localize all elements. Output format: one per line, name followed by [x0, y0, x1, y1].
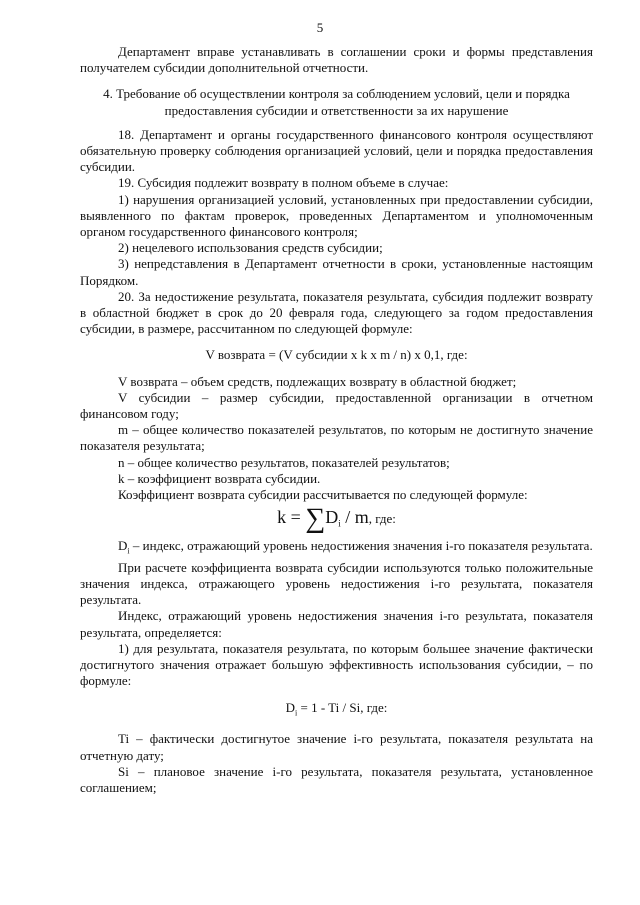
formula-k: k =	[277, 507, 306, 528]
section-heading: 4. Требование об осуществлении контроля за соблюдением условий, цели и порядка предоставления субсидии и ответственности за их нарушение	[103, 86, 570, 118]
paragraph-additional-reporting: Департамент вправе устанавливать в соглашении сроки и формы представления получателем субсидии дополнительной отчетности.	[80, 44, 593, 76]
document-body	[80, 44, 593, 796]
sum-symbol: ∑	[305, 503, 326, 535]
paragraph-19: 19. Субсидия подлежит возврату в полном объеме в случае:	[118, 175, 449, 191]
paragraph-positive-values: При расчете коэффициента возврата субсидии используются только положительные значения индекса, отражающего уровень недостижения i-го результата, показателя результата.	[80, 559, 593, 608]
formula-di-subscript: i	[295, 708, 298, 718]
definition-v-subsidy: V субсидии – размер субсидии, предоставленной организации в отчетном финансовом году;	[80, 389, 593, 422]
definition-di-symbol: D	[118, 538, 128, 554]
paragraph-19-item-2: 2) нецелевого использования средств субсидии;	[118, 240, 383, 256]
definition-ti: Ti – фактически достигнутое значение i-го результата, показателя результата на отчетную дату;	[80, 731, 593, 763]
coefficient-intro: Коэффициент возврата субсидии рассчитывается по следующей формуле:	[118, 487, 528, 503]
definition-di	[80, 538, 593, 560]
page-number: 5	[316, 20, 324, 35]
formula-where: , где:	[368, 511, 396, 527]
formula-di	[80, 700, 593, 722]
definition-v-return: V возврата – объем средств, подлежащих возврату в областной бюджет;	[118, 373, 517, 389]
definition-n: n – общее количество результатов, показателей результатов;	[118, 454, 450, 470]
formula-d: D	[325, 507, 339, 528]
paragraph-19-item-3: 3) непредставления в Департамент отчетности в сроки, установленные настоящим Порядком.	[80, 256, 593, 288]
paragraph-index-item-1: 1) для результата, показателя результата, по которым большее значение фактически достигнутого значения отражает большую эффективность использования субсидии, – по формуле:	[80, 640, 593, 689]
definition-si: Si – плановое значение i-го результата, показателя результата, установленное соглашением;	[80, 763, 593, 795]
formula-d-subscript: i	[338, 518, 341, 529]
definition-di-subscript: i	[127, 546, 130, 556]
paragraph-18: 18. Департамент и органы государственного финансового контроля осуществляют обязательную проверку соблюдения организацией условий, цели и порядка предоставления субсидии.	[80, 126, 593, 175]
definition-m: m – общее количество показателей результатов, по которым не достигнуто значение показателя результата;	[80, 422, 593, 454]
formula-di-symbol: D	[285, 699, 295, 715]
paragraph-20: 20. За недостижение результата, показателя результата, субсидия подлежит возврату в областной бюджет в срок до 20 февраля года, следующего за годом предоставления субсидии, в размере, рассчитанном по следующей формуле:	[80, 288, 593, 337]
paragraph-index-definition: Индекс, отражающий уровень недостижения значения i-го результата, показателя результата, определяется:	[80, 608, 593, 640]
formula-return-volume: V возврата = (V субсидии x k x m / n) x 0,1, где:	[205, 347, 468, 363]
definition-k: k – коэффициент возврата субсидии.	[118, 470, 321, 486]
formula-coefficient	[80, 503, 593, 535]
formula-di-rest: = 1 - Ti / Si, где:	[297, 699, 388, 715]
formula-divisor: / m	[340, 507, 369, 528]
paragraph-19-item-1: 1) нарушения организацией условий, установленных при предоставлении субсидии, выявленного по фактам проверок, проведенных Департаментом и уполномоченным органом государственного финансового контроля;	[80, 191, 593, 240]
definition-di-text: – индекс, отражающий уровень недостижения значения i-го показателя результата.	[129, 538, 593, 554]
